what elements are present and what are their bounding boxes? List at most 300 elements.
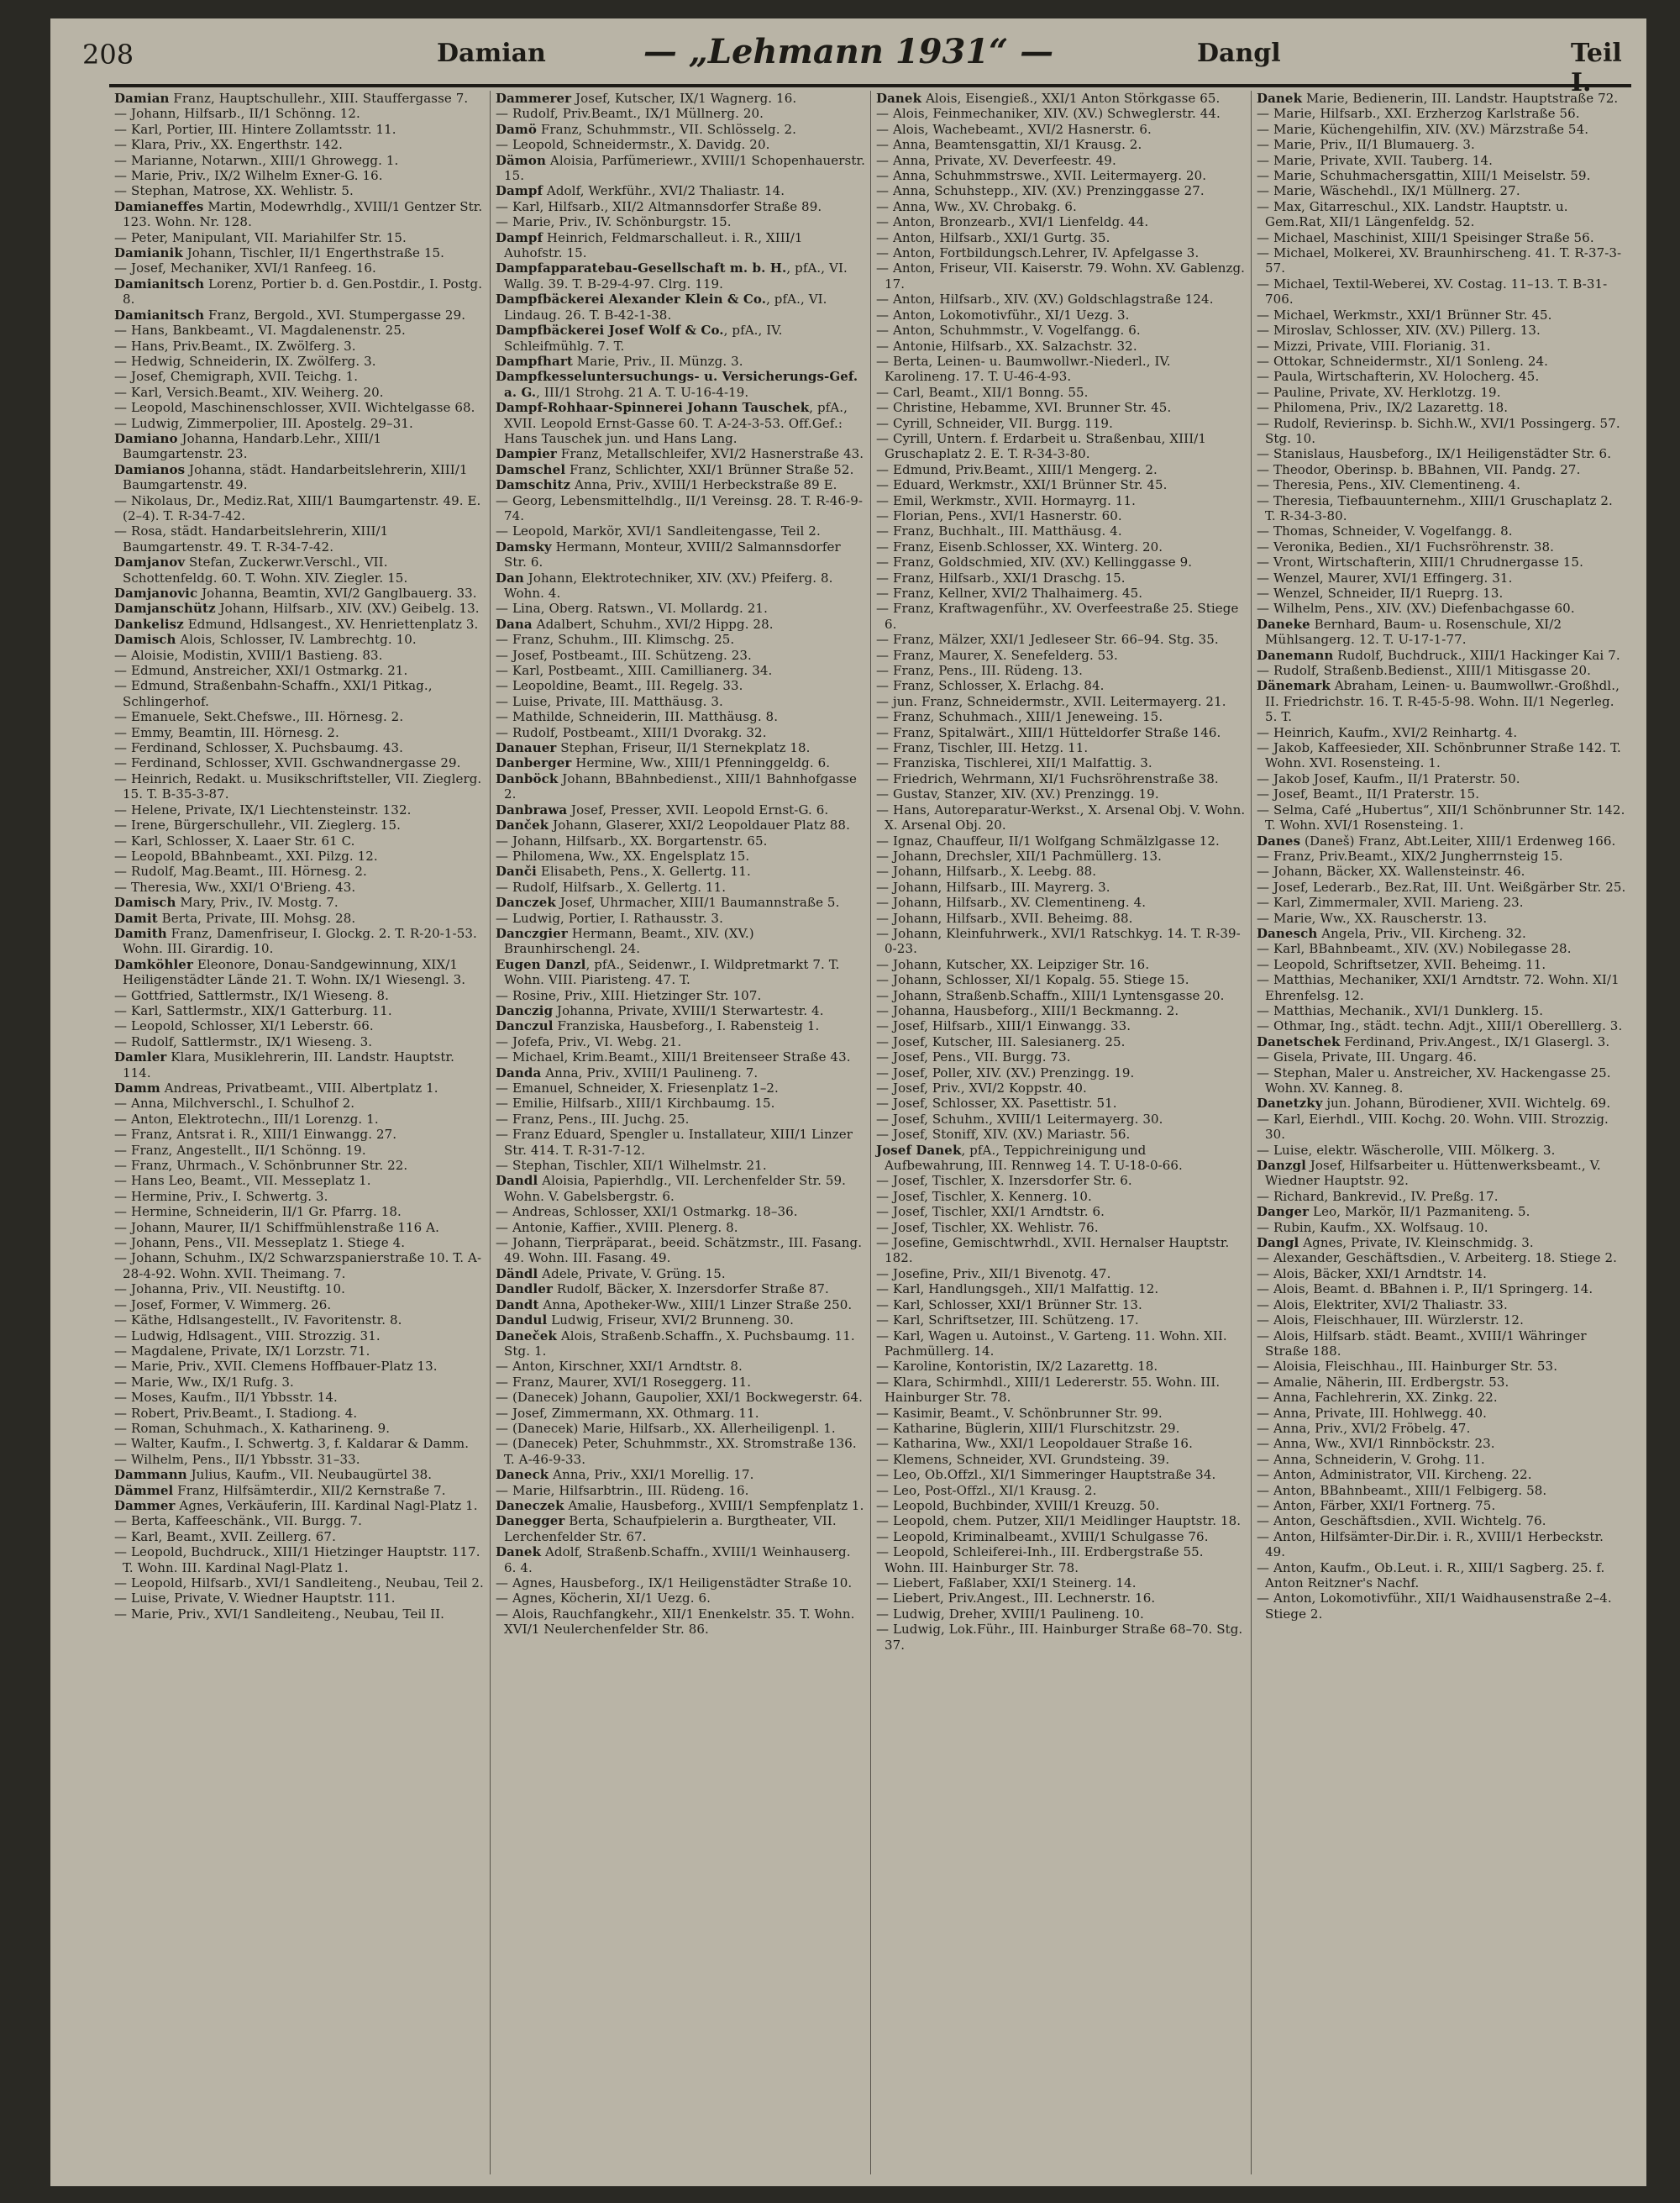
directory-entry-head bbox=[491, 122, 870, 137]
entry-text: — Antonie, Kaffier., XVIII. Plenerg. 8. bbox=[496, 1219, 738, 1235]
entry-text: Adolf, Werkführ., XVI/2 Thaliastr. 14. bbox=[543, 183, 785, 199]
entry-text: — Theodor, Oberinsp. b. BBahnen, VII. Pandg. 27. bbox=[1257, 461, 1581, 477]
entry-text: — Gottfried, Sattlermstr., IX/1 Wieseng. 8. bbox=[114, 987, 390, 1003]
directory-entry-head bbox=[1252, 1204, 1631, 1219]
directory-entry-head bbox=[491, 1018, 870, 1033]
directory-entry bbox=[491, 1235, 870, 1266]
entry-text: — Carl, Beamt., XII/1 Bonng. 55. bbox=[876, 384, 1089, 400]
entry-surname: Damschel bbox=[496, 461, 566, 477]
entry-surname: Damler bbox=[114, 1049, 167, 1065]
directory-entry bbox=[871, 1281, 1251, 1296]
directory-entry bbox=[871, 586, 1251, 601]
directory-entry bbox=[1252, 1328, 1631, 1359]
entry-text: — Johann, Kutscher, XX. Leipziger Str. 16. bbox=[876, 956, 1150, 972]
entry-text: — Ludwig, Dreher, XVIII/1 Paulineng. 10. bbox=[876, 1606, 1144, 1622]
entry-text: Franziska, Hausbeforg., I. Rabensteig 1. bbox=[553, 1018, 820, 1034]
entry-text: — Josef, Schlosser, XX. Pasettistr. 51. bbox=[876, 1096, 1117, 1112]
directory-entry bbox=[1252, 1049, 1631, 1065]
entry-text: — Leopold, Buchbinder, XVIII/1 Kreuzg. 50. bbox=[876, 1497, 1160, 1513]
directory-entry bbox=[871, 400, 1251, 415]
entry-text: — Lina, Oberg. Ratswn., VI. Mollardg. 21. bbox=[496, 601, 768, 617]
entry-text: Anna, Apotheker-Ww., XIII/1 Linzer Straße 250. bbox=[538, 1296, 853, 1312]
directory-entry bbox=[109, 153, 489, 168]
entry-text: — Gustav, Stanzer, XIV. (XV.) Prenzingg. 19. bbox=[876, 786, 1159, 802]
directory-entry bbox=[491, 106, 870, 121]
directory-entry bbox=[871, 1112, 1251, 1127]
directory-entry bbox=[1252, 1467, 1631, 1482]
directory-entry-head bbox=[109, 276, 489, 308]
directory-entry-head bbox=[109, 1467, 489, 1482]
directory-entry bbox=[491, 988, 870, 1003]
entry-surname: Dampfkesseluntersuchungs- u. Versicherungs-Gef. a. G. bbox=[496, 369, 858, 400]
entry-text: — Josef, Chemigraph, XVII. Teichg. 1. bbox=[114, 369, 359, 385]
entry-text: — Klara, Schirmhdl., XIII/1 Ledererstr. 55. Wohn. III. Hainburger Str. 78. bbox=[876, 1374, 1221, 1406]
directory-entry bbox=[871, 833, 1251, 849]
entry-surname: Dampier bbox=[496, 446, 557, 462]
directory-entry bbox=[871, 1544, 1251, 1575]
entry-text: Franz, Hilfsämterdir., XII/2 Kernstraße 7. bbox=[173, 1482, 446, 1498]
entry-text: — Walter, Kaufm., I. Schwertg. 3, f. Kaldarar & Damm. bbox=[114, 1436, 470, 1452]
directory-entry-head bbox=[491, 477, 870, 492]
entry-text: — Robert, Priv.Beamt., I. Stadiong. 4. bbox=[114, 1405, 358, 1421]
entry-text: — Leopoldine, Beamt., III. Regelg. 33. bbox=[496, 678, 743, 694]
entry-text: Johann, Elektrotechniker, XIV. (XV.) Pfeiferg. 8. Wohn. 4. bbox=[504, 570, 833, 601]
directory-entry bbox=[871, 508, 1251, 523]
directory-entry bbox=[871, 308, 1251, 323]
entry-text: — Josef, Hilfsarb., XIII/1 Einwangg. 33. bbox=[876, 1018, 1131, 1034]
directory-entry bbox=[1252, 323, 1631, 338]
entry-text: — Moses, Kaufm., II/1 Ybbsstr. 14. bbox=[114, 1390, 338, 1406]
entry-text: — Franz, Maurer, X. Senefelderg. 53. bbox=[876, 647, 1118, 663]
entry-text: — Josef, Tischler, X. Inzersdorfer Str. 6. bbox=[876, 1173, 1132, 1189]
directory-entry bbox=[491, 1220, 870, 1235]
directory-entry bbox=[871, 230, 1251, 245]
directory-entry bbox=[109, 230, 489, 245]
entry-text: — Florian, Pens., XVI/1 Hasnerstr. 60. bbox=[876, 507, 1122, 523]
entry-text: — Anton, Fortbildungsch.Lehrer, IV. Apfelgasse 3. bbox=[876, 245, 1200, 261]
entry-text: — Antonie, Hilfsarb., XX. Salzachstr. 32. bbox=[876, 338, 1137, 354]
entry-text: — Leopold, Kriminalbeamt., XVIII/1 Schulgasse 76. bbox=[876, 1528, 1209, 1544]
directory-entry bbox=[871, 1297, 1251, 1312]
entry-text: — Emmy, Beamtin, III. Hörnesg. 2. bbox=[114, 724, 339, 740]
entry-surname: Damisch bbox=[114, 632, 176, 648]
entry-text: Leo, Markör, II/1 Pazmaniteng. 5. bbox=[1309, 1204, 1530, 1220]
entry-text: Andreas, Privatbeamt., VIII. Albertplatz 1. bbox=[160, 1080, 438, 1096]
entry-text: — Josef, Former, V. Wimmerg. 26. bbox=[114, 1296, 332, 1312]
directory-entry bbox=[491, 1204, 870, 1219]
entry-text: Johanna, städt. Handarbeitslehrerin, XIII/1 Baumgartenstr. 49. bbox=[123, 461, 468, 493]
entry-text: — Josefine, Priv., XII/1 Bivenotg. 47. bbox=[876, 1265, 1111, 1281]
entry-text: Josef, Uhrmacher, XIII/1 Baumannstraße 5. bbox=[555, 895, 840, 911]
entry-text: — Alois, Bäcker, XXI/1 Arndtstr. 14. bbox=[1257, 1265, 1488, 1281]
directory-entry bbox=[491, 709, 870, 724]
entry-text: — Anton, Hilfsarb., XXI/1 Gurtg. 35. bbox=[876, 229, 1110, 245]
entry-text: — Karl, Hilfsarb., XII/2 Altmannsdorfer Straße 89. bbox=[496, 198, 822, 214]
directory-entry bbox=[1252, 1281, 1631, 1296]
entry-text: — Johann, Straßenb.Schaffn., XIII/1 Lyntensgasse 20. bbox=[876, 987, 1225, 1003]
column-1 bbox=[109, 91, 489, 2174]
entry-surname: Damianik bbox=[114, 245, 183, 261]
entry-text: — Johann, Hilfsarb., II/1 Schönng. 12. bbox=[114, 106, 360, 122]
entry-text: — Wenzel, Maurer, XVI/1 Effingerg. 31. bbox=[1257, 570, 1513, 586]
entry-text: — Johann, Hilfsarb., III. Mayrerg. 3. bbox=[876, 879, 1110, 895]
entry-text: Josef, Hilfsarbeiter u. Hüttenwerksbeamt., V. Wiedner Hauptstr. 92. bbox=[1265, 1158, 1601, 1189]
header-part: Teil I. bbox=[1571, 39, 1622, 97]
entry-text: — Christine, Hebamme, XVI. Brunner Str. 45. bbox=[876, 400, 1172, 416]
directory-entry bbox=[491, 1127, 870, 1158]
directory-entry bbox=[871, 153, 1251, 168]
directory-entry bbox=[1252, 1065, 1631, 1096]
entry-text: — Stanislaus, Hausbeforg., IX/1 Heiligenstädter Str. 6. bbox=[1257, 446, 1612, 462]
entry-text: Klara, Musiklehrerin, III. Landstr. Hauptstr. 114. bbox=[123, 1049, 455, 1080]
directory-entry-head bbox=[491, 292, 870, 323]
entry-text: — Johann, Hilfsarb., X. Leebg. 88. bbox=[876, 864, 1097, 880]
entry-text: — Hans, Autoreparatur-Werkst., X. Arsenal Obj. V. Wohn. X. Arsenal Obj. 20. bbox=[876, 802, 1246, 833]
entry-surname: Danda bbox=[496, 1065, 542, 1080]
entry-text: — Vront, Wirtschafterin, XIII/1 Chrudnergasse 15. bbox=[1257, 555, 1583, 570]
entry-text: — Michael, Textil-Weberei, XV. Costag. 11–13. T. B-31-706. bbox=[1257, 276, 1608, 308]
entry-text: — Stephan, Maler u. Anstreicher, XV. Hackengasse 25. Wohn. XV. Kanneg. 8. bbox=[1257, 1065, 1611, 1096]
entry-text: — (Danecek) Marie, Hilfsarb., XX. Allerheiligenpl. 1. bbox=[496, 1420, 836, 1436]
directory-entry-head bbox=[491, 400, 870, 446]
directory-entry bbox=[491, 1080, 870, 1096]
directory-entry-head bbox=[491, 1544, 870, 1575]
directory-entry-head bbox=[491, 260, 870, 292]
directory-entry bbox=[871, 725, 1251, 740]
directory-entry bbox=[1252, 168, 1631, 183]
entry-text: — Anton, Lokomotivführ., XII/1 Waidhausenstraße 2–4. Stiege 2. bbox=[1257, 1590, 1612, 1622]
entry-surname: Dänemark bbox=[1257, 678, 1331, 694]
directory-entry-head bbox=[491, 1281, 870, 1296]
directory-entry-head bbox=[491, 617, 870, 632]
directory-entry bbox=[871, 183, 1251, 198]
entry-text: — Franz, Pens., III. Rüdeng. 13. bbox=[876, 663, 1083, 679]
entry-text: — Alois, Wachebeamt., XVI/2 Hasnerstr. 6. bbox=[876, 121, 1152, 137]
directory-entry bbox=[109, 678, 489, 709]
directory-entry bbox=[491, 601, 870, 616]
directory-entry-head bbox=[109, 431, 489, 462]
directory-entry-head bbox=[109, 91, 489, 106]
directory-entry bbox=[871, 1096, 1251, 1111]
directory-entry bbox=[1252, 308, 1631, 323]
entry-text: — Marie, Ww., XX. Rauscherstr. 13. bbox=[1257, 910, 1488, 926]
directory-entry bbox=[109, 988, 489, 1003]
entry-surname: Daneček bbox=[496, 1328, 557, 1343]
entry-text: — Johann, Kleinfuhrwerk., XVI/1 Ratschkyg. 14. T. R-39-0-23. bbox=[876, 925, 1241, 957]
directory-entry-head bbox=[491, 369, 870, 400]
directory-entry bbox=[1252, 416, 1631, 447]
entry-text: Franz, Schuhmmstr., VII. Schlösselg. 2. bbox=[537, 121, 796, 137]
entry-surname: Eugen Danzl bbox=[496, 956, 586, 972]
directory-entry bbox=[871, 895, 1251, 910]
entry-text: — Käthe, Hdlsangestellt., IV. Favoritenstr. 8. bbox=[114, 1312, 402, 1328]
directory-entry-head bbox=[1252, 833, 1631, 849]
entry-text: — Franz, Hilfsarb., XXI/1 Draschg. 15. bbox=[876, 570, 1126, 586]
directory-entry bbox=[109, 880, 489, 895]
directory-entry bbox=[871, 523, 1251, 539]
directory-entry-head bbox=[109, 1498, 489, 1513]
entry-text: — Anna, Milchverschl., I. Schulhof 2. bbox=[114, 1096, 355, 1112]
directory-entry bbox=[109, 122, 489, 137]
directory-entry bbox=[1252, 523, 1631, 539]
entry-text: — Anna, Ww., XVI/1 Rinnböckstr. 23. bbox=[1257, 1436, 1495, 1452]
directory-entry bbox=[871, 1312, 1251, 1328]
directory-entry bbox=[109, 1297, 489, 1312]
entry-surname: Dampf bbox=[496, 183, 543, 199]
entry-text: — Marie, Hilfsarbtrin., III. Rüdeng. 16. bbox=[496, 1482, 749, 1498]
directory-entry bbox=[109, 1529, 489, 1544]
directory-entry bbox=[1252, 1143, 1631, 1158]
directory-entry bbox=[1252, 1220, 1631, 1235]
entry-text: — Marianne, Notarwn., XIII/1 Ghrowegg. 1. bbox=[114, 152, 399, 168]
entry-text: , pfA., XVII. Leopold Ernst-Gasse 60. T. A-24-3-53. Off.Gef.: Hans Tauschek jun. und Hans Lang. bbox=[504, 400, 848, 446]
directory-entry-head bbox=[109, 586, 489, 601]
entry-text: Franz, Damenfriseur, I. Glockg. 2. T. R-20-1-53. Wohn. III. Girardig. 10. bbox=[123, 925, 477, 957]
directory-entry bbox=[491, 1112, 870, 1127]
directory-entry bbox=[109, 849, 489, 864]
directory-entry bbox=[109, 1452, 489, 1467]
entry-text: — Rudolf, Revierinsp. b. Sichh.W., XVI/1 Possingerg. 57. Stg. 10. bbox=[1257, 415, 1620, 446]
entry-surname: Danetschek bbox=[1257, 1033, 1341, 1049]
directory-entry bbox=[871, 1266, 1251, 1281]
entry-text: Heinrich, Feldmarschalleut. i. R., XIII/1 Auhofstr. 15. bbox=[504, 229, 803, 261]
directory-entry-head bbox=[491, 153, 870, 184]
entry-text: — Leopold, Schriftsetzer, XVII. Beheimg. 11. bbox=[1257, 956, 1546, 972]
directory-entry bbox=[1252, 276, 1631, 308]
entry-text: Alois, Schlosser, IV. Lambrechtg. 10. bbox=[176, 632, 417, 648]
directory-entry-head bbox=[491, 1513, 870, 1544]
entry-text: — Mizzi, Private, VIII. Florianig. 31. bbox=[1257, 338, 1491, 354]
entry-text: — Alois, Feinmechaniker, XIV. (XV.) Schweglerstr. 44. bbox=[876, 106, 1221, 122]
entry-surname: Dandt bbox=[496, 1296, 539, 1312]
directory-entry-head bbox=[1252, 91, 1631, 106]
entry-text: — Jofefa, Priv., VI. Webg. 21. bbox=[496, 1033, 682, 1049]
entry-surname: Damit bbox=[114, 910, 158, 926]
entry-surname: Damsky bbox=[496, 539, 552, 555]
entry-text: — Josef, Mechaniker, XVI/1 Ranfeeg. 16. bbox=[114, 260, 376, 276]
directory-entry bbox=[871, 1127, 1251, 1142]
directory-entry bbox=[1252, 1436, 1631, 1451]
directory-entry bbox=[871, 802, 1251, 833]
directory-entry bbox=[1252, 1590, 1631, 1622]
directory-entry bbox=[1252, 493, 1631, 524]
entry-text: — Heinrich, Kaufm., XVI/2 Reinhartg. 4. bbox=[1257, 724, 1518, 740]
entry-text: — Franziska, Tischlerei, XII/1 Malfattig. 3. bbox=[876, 755, 1152, 771]
directory-entry bbox=[1252, 1560, 1631, 1591]
entry-text: — Anna, Private, XV. Deverfeestr. 49. bbox=[876, 152, 1116, 168]
entry-surname: Danczig bbox=[496, 1002, 554, 1018]
entry-text: — Karl, Postbeamt., XIII. Camillianerg. 34. bbox=[496, 663, 773, 679]
entry-surname: Dammer bbox=[114, 1497, 176, 1513]
entry-surname: Danek bbox=[876, 91, 922, 106]
entry-text: — Franz, Maurer, XVI/1 Roseggerg. 11. bbox=[496, 1374, 752, 1390]
directory-entry bbox=[109, 1220, 489, 1235]
entry-text: — Hans Leo, Beamt., VII. Messeplatz 1. bbox=[114, 1173, 371, 1189]
entry-text: (Daneš) Franz, Abt.Leiter, XIII/1 Erdenweg 166. bbox=[1300, 833, 1616, 849]
entry-text: Johann, BBahnbedienst., XIII/1 Bahnhofgasse 2. bbox=[504, 770, 857, 802]
directory-entry bbox=[109, 1328, 489, 1343]
entry-text: Hermine, Ww., XIII/1 Pfenninggeldg. 6. bbox=[571, 755, 831, 771]
directory-entry bbox=[491, 1034, 870, 1049]
entry-text: — Ferdinand, Schlosser, X. Puchsbaumg. 43. bbox=[114, 740, 404, 756]
directory-entry bbox=[871, 137, 1251, 152]
entry-text: — Berta, Kaffeeschänk., VII. Burgg. 7. bbox=[114, 1513, 363, 1529]
header-right-word: Dangl bbox=[1197, 39, 1281, 68]
directory-entry-head bbox=[491, 570, 870, 602]
directory-entry-head bbox=[109, 1080, 489, 1096]
directory-page bbox=[50, 18, 1646, 2186]
directory-entry bbox=[871, 864, 1251, 879]
entry-surname: Damö bbox=[496, 121, 538, 137]
entry-text: — Leopold, Markör, XVI/1 Sandleitengasse, Teil 2. bbox=[496, 523, 821, 539]
directory-entry bbox=[871, 755, 1251, 770]
entry-text: — Irene, Bürgerschullehr., VII. Zieglerg. 15. bbox=[114, 818, 401, 833]
entry-text: — Roman, Schuhmach., X. Katharineng. 9. bbox=[114, 1420, 391, 1436]
directory-entry bbox=[109, 725, 489, 740]
directory-entry bbox=[1252, 539, 1631, 555]
directory-entry bbox=[1252, 957, 1631, 972]
directory-entry bbox=[109, 1235, 489, 1250]
entry-text: Johanna, Handarb.Lehr., XIII/1 Baumgartenstr. 23. bbox=[123, 430, 382, 462]
entry-text: — Josef, Tischler, X. Kennerg. 10. bbox=[876, 1188, 1092, 1204]
entry-text: — Emil, Werkmstr., XVII. Hormayrg. 11. bbox=[876, 492, 1136, 508]
directory-entry bbox=[491, 1483, 870, 1498]
directory-entry bbox=[491, 833, 870, 849]
entry-text: — Veronika, Bedien., XI/1 Fuchsröhrenstr. 38. bbox=[1257, 539, 1554, 555]
directory-entry bbox=[109, 1390, 489, 1405]
entry-text: — Emanuele, Sekt.Chefswe., III. Hörnesg. 2. bbox=[114, 709, 404, 725]
entry-text: — Anna, Schuhstepp., XIV. (XV.) Prenzinggasse 27. bbox=[876, 183, 1205, 199]
entry-text: — Agnes, Köcherin, XI/1 Uezg. 6. bbox=[496, 1590, 711, 1606]
entry-text: , pfA., Seidenwr., I. Wildpretmarkt 7. T. Wohn. VIII. Piaristeng. 47. T. bbox=[504, 956, 840, 988]
directory-entry bbox=[1252, 864, 1631, 879]
directory-entry bbox=[871, 260, 1251, 292]
directory-entry bbox=[109, 1034, 489, 1049]
directory-entry bbox=[1252, 385, 1631, 400]
entry-text: — Ferdinand, Schlosser, XVII. Gschwandnergasse 29. bbox=[114, 755, 461, 771]
directory-entry-head bbox=[1252, 648, 1631, 663]
directory-entry bbox=[871, 168, 1251, 183]
directory-entry bbox=[109, 369, 489, 384]
entry-text: — Alexander, Geschäftsdien., V. Arbeiterg. 18. Stiege 2. bbox=[1257, 1250, 1617, 1266]
directory-entry-head bbox=[491, 802, 870, 818]
directory-entry bbox=[871, 106, 1251, 121]
directory-entry bbox=[1252, 1421, 1631, 1436]
entry-text: Franz, Metallschleifer, XVI/2 Hasnerstraße 43. bbox=[556, 446, 864, 462]
directory-entry-head bbox=[491, 183, 870, 198]
directory-entry bbox=[871, 1220, 1251, 1235]
entry-text: — Marie, Priv., IX/2 Wilhelm Exner-G. 16. bbox=[114, 168, 383, 184]
entry-text: — Luise, Private, III. Matthäusg. 3. bbox=[496, 693, 723, 709]
entry-text: — Michael, Molkerei, XV. Braunhirscheng. 41. T. R-37-3-57. bbox=[1257, 245, 1622, 276]
entry-text: — Josef, Schuhm., XVIII/1 Leitermayerg. 30. bbox=[876, 1111, 1163, 1127]
directory-entry-head bbox=[491, 91, 870, 106]
directory-entry bbox=[871, 1513, 1251, 1528]
entry-text: — Anna, Ww., XV. Chrobakg. 6. bbox=[876, 198, 1077, 214]
entry-text: — Aloisia, Fleischhau., III. Hainburger Str. 53. bbox=[1257, 1359, 1558, 1375]
directory-entry bbox=[871, 926, 1251, 957]
entry-text: — Mathilde, Schneiderin, III. Matthäusg. 8. bbox=[496, 709, 779, 725]
entry-text: — Josef, Lederarb., Bez.Rat, III. Unt. Weißgärber Str. 25. bbox=[1257, 879, 1626, 895]
entry-text: — Josef, Beamt., II/1 Praterstr. 15. bbox=[1257, 786, 1480, 802]
entry-text: — Alois, Beamt. d. BBahnen i. P., II/1 Springerg. 14. bbox=[1257, 1281, 1593, 1297]
entry-surname: Damköhler bbox=[114, 956, 193, 972]
entry-text: — Marie, Priv., II/1 Blumauerg. 3. bbox=[1257, 137, 1475, 153]
entry-text: Adolf, Straßenb.Schaffn., XVIII/1 Weinhauserg. 6. 4. bbox=[504, 1544, 851, 1575]
entry-text: — Anton, Friseur, VII. Kaiserstr. 79. Wohn. XV. Gablenzg. 17. bbox=[876, 260, 1246, 292]
entry-text: — Franz, Goldschmied, XIV. (XV.) Kellinggasse 9. bbox=[876, 555, 1193, 570]
page-number: 208 bbox=[82, 39, 134, 71]
entry-text: — Anton, Geschäftsdien., XVII. Wichtelg. 76. bbox=[1257, 1513, 1546, 1529]
directory-entry bbox=[109, 523, 489, 555]
directory-entry-head bbox=[1252, 678, 1631, 724]
entry-text: — Ludwig, Hdlsagent., VIII. Strozzig. 31. bbox=[114, 1328, 381, 1343]
directory-entry bbox=[871, 462, 1251, 477]
directory-entry bbox=[871, 1328, 1251, 1359]
directory-entry bbox=[871, 740, 1251, 755]
directory-entry bbox=[491, 911, 870, 926]
directory-entry-head bbox=[109, 957, 489, 988]
entry-surname: Damiano bbox=[114, 430, 178, 446]
entry-text: — Leopold, Buchdruck., XIII/1 Hietzinger Hauptstr. 117. T. Wohn. III. Kardinal Nagl-Platz 1. bbox=[114, 1544, 480, 1575]
entry-text: — Thomas, Schneider, V. Vogelfangg. 8. bbox=[1257, 523, 1513, 539]
entry-text: — Edmund, Straßenbahn-Schaffn., XXI/1 Pitkag., Schlingerhof. bbox=[114, 678, 433, 709]
entry-surname: Danbrawa bbox=[496, 802, 568, 818]
column-4 bbox=[1251, 91, 1631, 2174]
entry-surname: Dana bbox=[496, 616, 533, 632]
entry-text: Johanna, Beamtin, XVI/2 Ganglbauerg. 33. bbox=[197, 586, 477, 601]
entry-text: — Marie, Priv., XVI/1 Sandleiteng., Neubau, Teil II. bbox=[114, 1606, 445, 1622]
entry-text: — Theresia, Tiefbauunternehm., XIII/1 Gruschaplatz 2. T. R-34-3-80. bbox=[1257, 492, 1613, 523]
directory-entry bbox=[871, 245, 1251, 260]
directory-entry-head bbox=[491, 1498, 870, 1513]
directory-entry bbox=[109, 755, 489, 770]
entry-text: — Katharine, Büglerin, XIII/1 Flurschitzstr. 29. bbox=[876, 1420, 1180, 1436]
directory-entry bbox=[1252, 1250, 1631, 1265]
entry-text: — Rosine, Priv., XIII. Hietzinger Str. 107. bbox=[496, 987, 762, 1003]
directory-entry bbox=[491, 1359, 870, 1374]
entry-text: Josef, Presser, XVII. Leopold Ernst-G. 6. bbox=[567, 802, 829, 818]
entry-text: — Franz, Schlosser, X. Erlachg. 84. bbox=[876, 678, 1105, 694]
directory-entry bbox=[1252, 1312, 1631, 1328]
entry-text: — Leopold, Hilfsarb., XVI/1 Sandleiteng., Neubau, Teil 2. bbox=[114, 1575, 484, 1590]
directory-entry bbox=[109, 1127, 489, 1142]
directory-entry bbox=[109, 106, 489, 121]
entry-surname: Damianeffes bbox=[114, 198, 204, 214]
directory-entry bbox=[1252, 601, 1631, 616]
entry-text: Adele, Private, V. Grüng. 15. bbox=[538, 1265, 726, 1281]
directory-entry bbox=[871, 1018, 1251, 1033]
entry-text: — Helene, Private, IX/1 Liechtensteinstr. 132. bbox=[114, 802, 412, 818]
directory-entry-head bbox=[491, 1003, 870, 1018]
entry-text: Johann, Glaserer, XXI/2 Leopoldauer Platz 88. bbox=[549, 818, 850, 833]
directory-entry bbox=[109, 1421, 489, 1436]
entry-text: — Hans, Bankbeamt., VI. Magdalenenstr. 25. bbox=[114, 323, 406, 339]
directory-entry bbox=[491, 137, 870, 152]
directory-entry bbox=[871, 786, 1251, 802]
directory-entry bbox=[1252, 199, 1631, 230]
entry-text: — Anton, Kirschner, XXI/1 Arndtstr. 8. bbox=[496, 1359, 743, 1375]
entry-text: — Josef, Poller, XIV. (XV.) Prenzingg. 19. bbox=[876, 1065, 1135, 1080]
entry-text: Stefan, Zuckerwr.Verschl., VII. Schottenfeldg. 60. T. Wohn. XIV. Ziegler. 15. bbox=[123, 555, 408, 586]
entry-text: — Franz, Kraftwagenführ., XV. Overfeestraße 25. Stiege 6. bbox=[876, 601, 1239, 632]
entry-text: — Hedwig, Schneiderin, IX. Zwölferg. 3. bbox=[114, 353, 376, 369]
directory-entry bbox=[109, 493, 489, 524]
directory-entry bbox=[871, 1452, 1251, 1467]
directory-entry bbox=[109, 1018, 489, 1033]
directory-entry bbox=[1252, 880, 1631, 895]
entry-text: — Othmar, Ing., städt. techn. Adjt., XIII/1 Oberelllerg. 3. bbox=[1257, 1018, 1623, 1034]
